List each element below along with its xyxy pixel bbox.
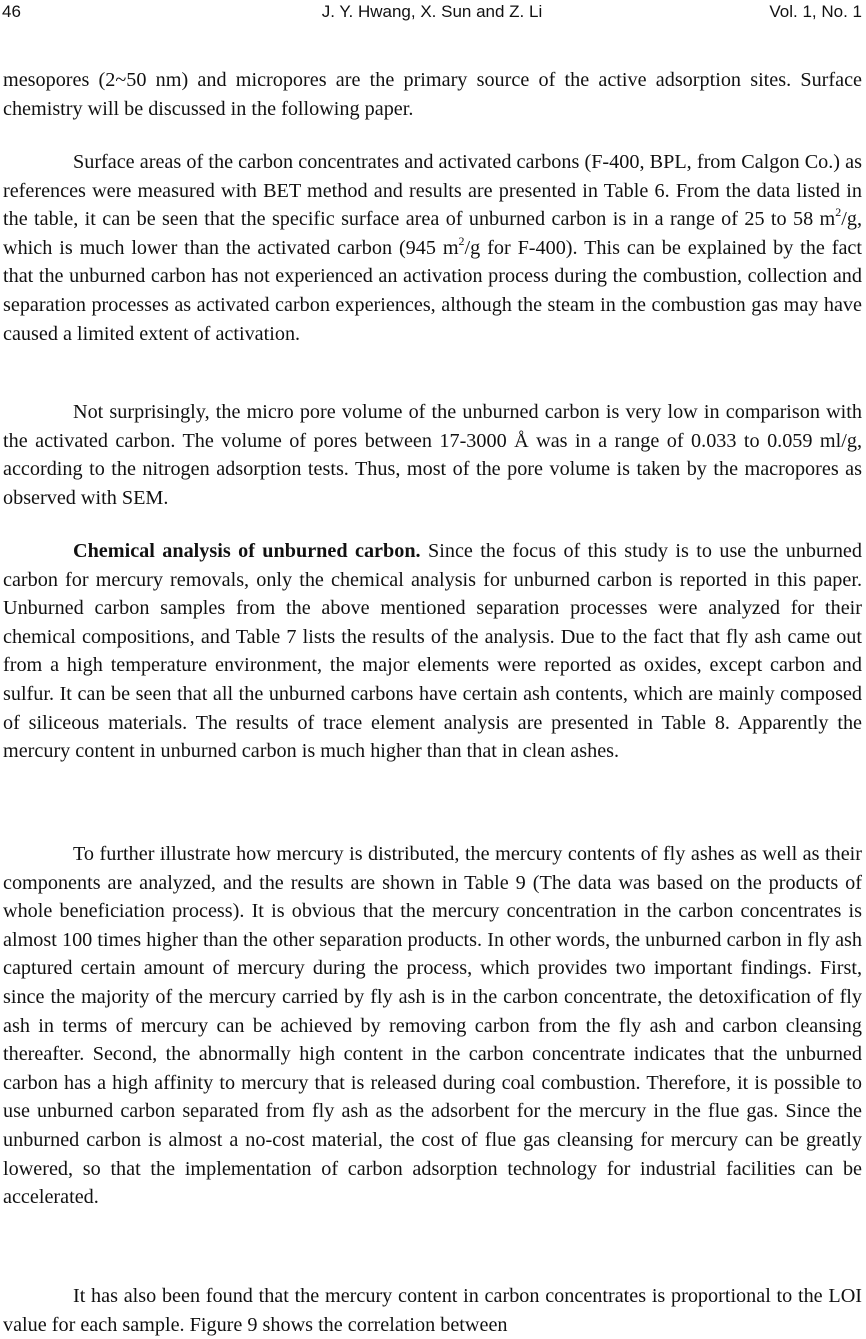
superscript-2: 2: [835, 205, 842, 220]
paragraph-5-text: To further illustrate how mercury is distributed, the mercury contents of fly ashes as well as their components are analyzed, and the results are shown in Table 9 (The data was based on the products of whole beneficiation process). It is obvious that the mercury concentration in the carbon concentrates is almost 100 times higher than the other separation products. In other words, the unburned carbon in fly ash captured certain amount of mercury during the process, which provides two important findings. First, since the majority of the mercury carried by fly ash is in the carbon concentrate, the detoxification of fly ash in terms of mercury can be achieved by removing carbon from the fly ash and carbon cleansing thereafter. Second, the abnormally high content in the carbon concentrate indicates that the unburned carbon has a high affinity to mercury that is released during coal combustion. Therefore, it is possible to use unburned carbon separated from fly ash as the adsorbent for the mercury in the flue gas. Since the unburned carbon is almost a no-cost material, the cost of flue gas cleansing for mercury can be greatly lowered, so that the implementation of carbon adsorption technology for industrial facilities can be accelerated.: [3, 843, 862, 1209]
superscript-2: 2: [458, 233, 465, 248]
paragraph-1-text: mesopores (2~50 nm) and micropores are the primary source of the active adsorption sites. Surface chemistry will be discussed in the following paper.: [3, 69, 862, 120]
paragraph-2-part-3: /g for F-400). This can be explained by the fact that the unburned carbon has not experienced an activation process during the combustion, collection and separation processes as activated carbon experiences, although the steam in the combustion gas may have caused a limited extent of activation.: [3, 236, 862, 345]
paragraph-6: [3, 1282, 862, 1339]
paragraph-2-text: [3, 148, 862, 348]
paragraph-3: [3, 398, 862, 512]
paragraph-4: [3, 537, 862, 766]
paragraph-2-part-2: /g, which is much lower than the activated carbon (945 m: [3, 208, 862, 259]
paragraph-4-text: [3, 537, 862, 766]
paragraph-2-part-1: Surface areas of the carbon concentrates and activated carbons (F-400, BPL, from Calgon Co.) as references were measured with BET method and results are presented in Table 6. From the data listed in the table, it can be seen that the specific surface area of unburned carbon is in a range of 25 to 58 m: [3, 151, 862, 231]
paragraph-6-text: It has also been found that the mercury content in carbon concentrates is proportional to the LOI value for each sample. Figure 9 shows the correlation between: [3, 1285, 862, 1336]
header-authors: J. Y. Hwang, X. Sun and Z. Li: [321, 2, 543, 21]
paragraph-5: [3, 840, 862, 1212]
running-header: [2, 0, 862, 24]
paragraph-3-text: Not surprisingly, the micro pore volume of the unburned carbon is very low in comparison with the activated carbon. The volume of pores between 17-3000 Å was in a range of 0.033 to 0.059 ml/g, according to the nitrogen adsorption tests. Thus, most of the pore volume is taken by the macropores as observed with SEM.: [3, 401, 862, 509]
section-heading: Chemical analysis of unburned carbon.: [73, 540, 421, 562]
page-number: 46: [2, 2, 21, 21]
paragraph-2: [3, 148, 862, 348]
paragraph-4-body: Since the focus of this study is to use the unburned carbon for mercury removals, only the chemical analysis for unburned carbon is reported in this paper. Unburned carbon samples from the above mentioned separation processes were analyzed for their chemical compositions, and Table 7 lists the results of the analysis. Due to the fact that fly ash came out from a high temperature environment, the major elements were reported as oxides, except carbon and sulfur. It can be seen that all the unburned carbons have certain ash contents, which are mainly composed of siliceous materials. The results of trace element analysis are presented in Table 8. Apparently the mercury content in unburned carbon is much higher than that in clean ashes.: [3, 540, 862, 763]
paragraph-1: [3, 66, 862, 123]
header-volume: Vol. 1, No. 1: [769, 2, 862, 21]
